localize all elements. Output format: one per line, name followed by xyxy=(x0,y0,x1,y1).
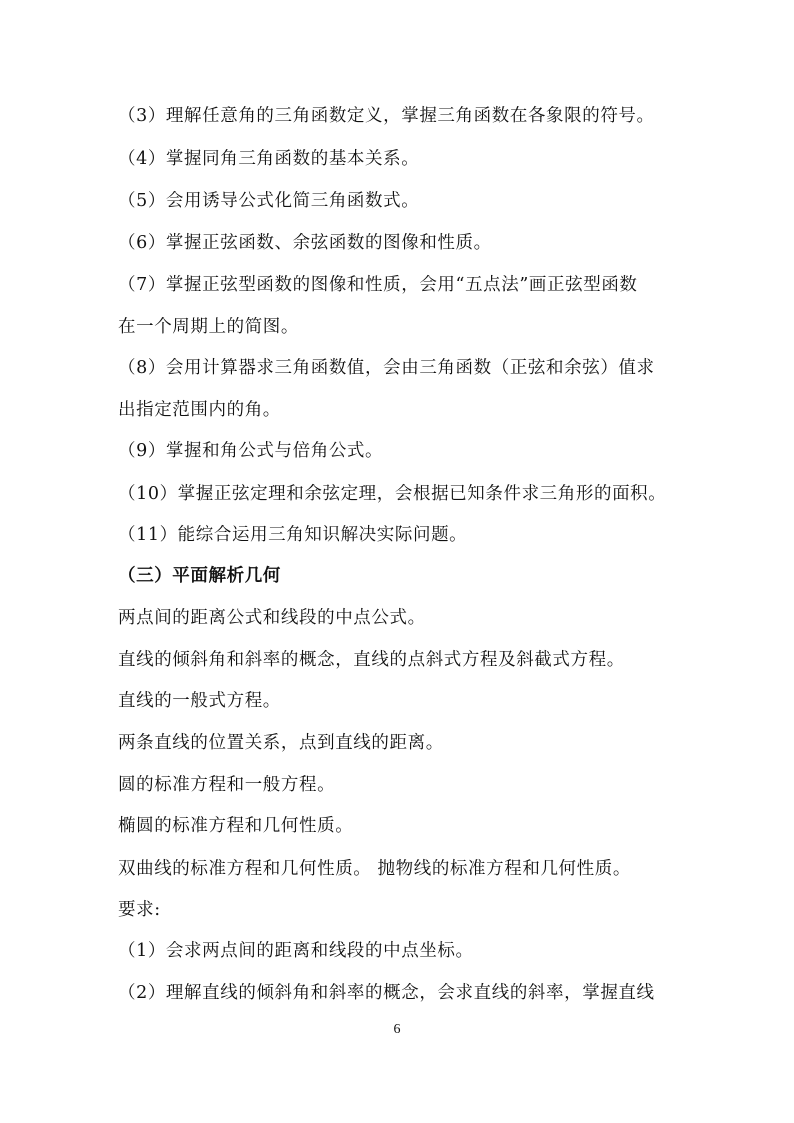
text-line-content-1: 两点间的距离公式和线段的中点公式。 xyxy=(118,608,426,628)
text-line-content-2: 直线的倾斜角和斜率的概念，直线的点斜式方程及斜截式方程。 xyxy=(118,650,625,670)
text-line-objective-8-continued: 出指定范围内的角。 xyxy=(118,400,281,420)
text-line-objective-7-continued: 在一个周期上的简图。 xyxy=(118,317,299,337)
text-line-objective-10: （10）掌握正弦定理和余弦定理，会根据已知条件求三角形的面积。 xyxy=(118,484,667,504)
text-line-content-4: 两条直线的位置关系，点到直线的距离。 xyxy=(118,733,444,753)
text-line-requirement-1: （1）会求两点间的距离和线段的中点坐标。 xyxy=(118,941,474,961)
section-heading-analytic-geometry: （三）平面解析几何 xyxy=(118,566,281,586)
page-number: 6 xyxy=(393,1022,401,1037)
requirements-label: 要求: xyxy=(118,900,161,920)
text-line-objective-6: （6）掌握正弦函数、余弦函数的图像和性质。 xyxy=(118,233,492,253)
text-line-objective-5: （5）会用诱导公式化简三角函数式。 xyxy=(118,191,420,211)
text-line-content-5: 圆的标准方程和一般方程。 xyxy=(118,775,336,795)
text-line-objective-4: （4）掌握同角三角函数的基本关系。 xyxy=(118,149,420,169)
text-line-requirement-2: （2）理解直线的倾斜角和斜率的概念，会求直线的斜率，掌握直线 xyxy=(118,983,655,1003)
text-line-objective-8: （8）会用计算器求三角函数值，会由三角函数（正弦和余弦）值求 xyxy=(118,358,655,378)
text-line-objective-11: （11）能综合运用三角知识解决实际问题。 xyxy=(118,525,468,545)
text-line-objective-3: （3）理解任意角的三角函数定义，掌握三角函数在各象限的符号。 xyxy=(118,106,655,126)
text-line-objective-9: （9）掌握和角公式与倍角公式。 xyxy=(118,441,384,461)
text-line-content-3: 直线的一般式方程。 xyxy=(118,691,281,711)
text-line-objective-7: （7）掌握正弦型函数的图像和性质，会用“五点法”画正弦型函数 xyxy=(118,275,638,295)
text-line-content-6: 椭圆的标准方程和几何性质。 xyxy=(118,816,354,836)
text-line-content-7: 双曲线的标准方程和几何性质。 抛物线的标准方程和几何性质。 xyxy=(118,859,631,879)
